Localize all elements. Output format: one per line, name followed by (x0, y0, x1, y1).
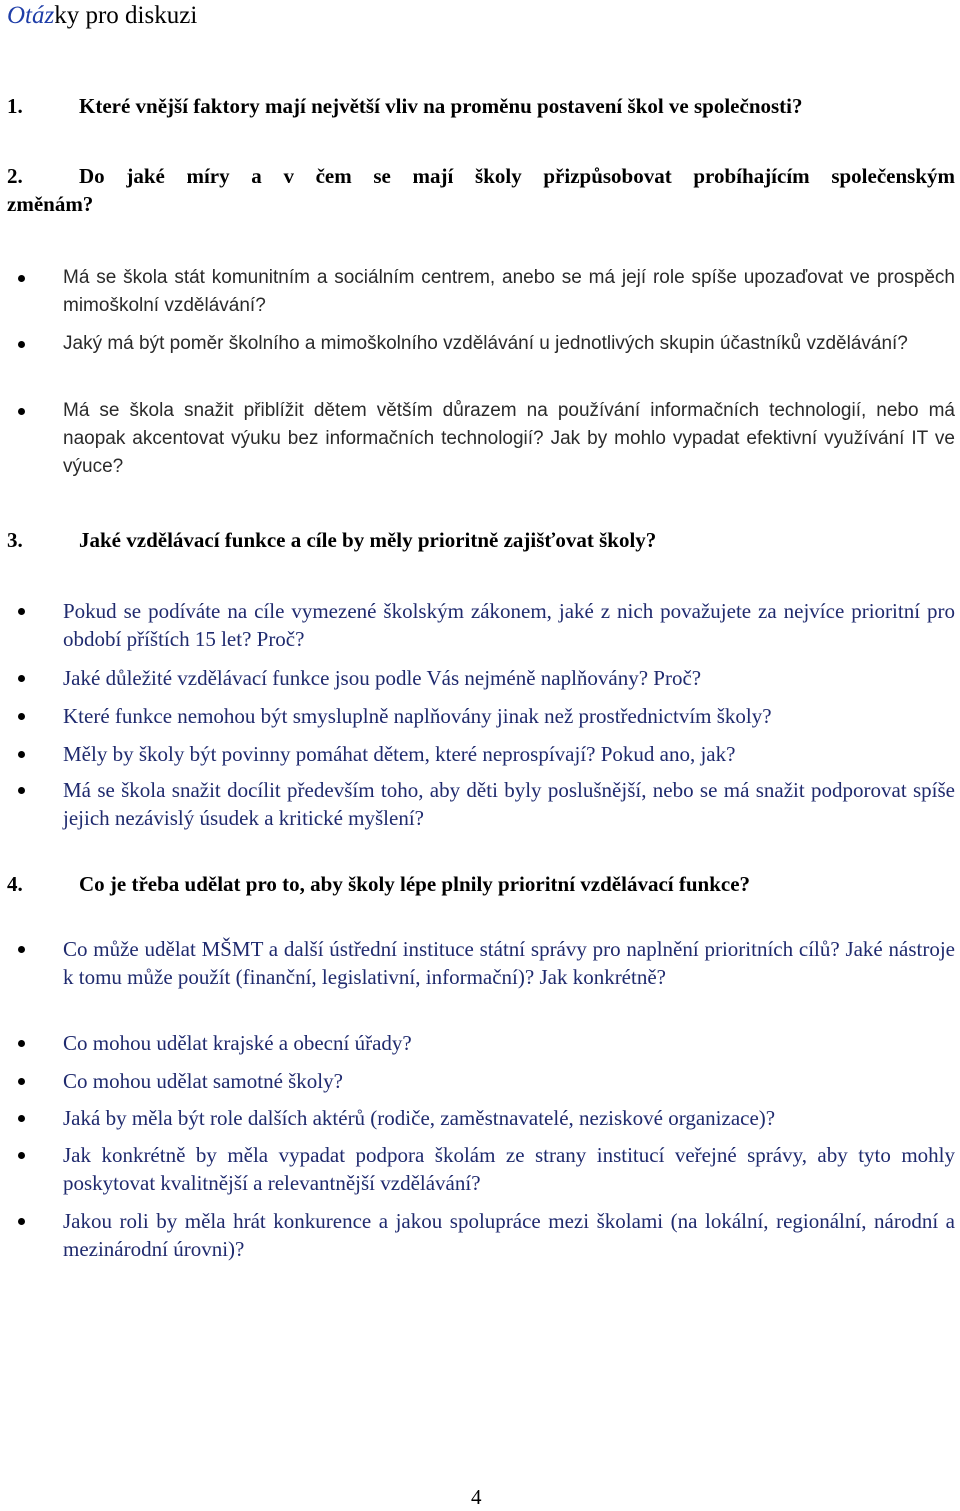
bullet-text: Má se škola snažit přiblížit dětem větším důrazem na používání informačních technologií, nebo má naopak akcentovat výuku bez informačních technologií? Jak by mohlo vypadat efektivní využívání IT ve výuce? (63, 400, 955, 477)
bullet-item (18, 664, 955, 692)
bullet-item (18, 776, 955, 832)
title-italic: Otáz (7, 2, 55, 29)
bullet-icon (18, 713, 25, 720)
question-text: Co je třeba udělat pro to, aby školy lépe plnily prioritní vzdělávací funkce? (79, 872, 751, 896)
bullet-icon (18, 341, 25, 348)
bullet-text: Měly by školy být povinny pomáhat dětem, které neprospívají? Pokud ano, jak? (63, 742, 736, 766)
bullet-icon (18, 1152, 25, 1159)
question-number: 2. (7, 164, 23, 188)
bullet-icon (18, 946, 25, 953)
question-4 (7, 870, 750, 898)
question-number: 3. (7, 528, 23, 552)
question-text: Jaké vzdělávací funkce a cíle by měly prioritně zajišťovat školy? (79, 528, 657, 552)
bullet-icon (18, 608, 25, 615)
bullet-text: Které funkce nemohou být smysluplně naplňovány jinak než prostřednictvím školy? (63, 704, 772, 728)
question-text: Které vnější faktory mají největší vliv na proměnu postavení škol ve společnosti? (79, 94, 803, 118)
bullet-text: Jaká by měla být role dalších aktérů (rodiče, zaměstnavatelé, neziskové organizace)? (63, 1106, 776, 1130)
bullet-item (18, 1104, 955, 1132)
bullet-item (18, 935, 955, 991)
page-number: 4 (471, 1485, 482, 1509)
question-3 (7, 526, 656, 554)
bullet-text: Jak konkrétně by měla vypadat podpora školám ze strany institucí veřejné správy, aby tyto mohly poskytovat kvalitnější a relevantnější vzdělávání? (63, 1143, 955, 1195)
bullet-item (18, 702, 955, 730)
bullet-text: Jakou roli by měla hrát konkurence a jakou spolupráce mezi školami (na lokální, regionální, národní a mezinárodní úrovni)? (63, 1209, 955, 1261)
bullet-icon (18, 1078, 25, 1085)
bullet-item (18, 740, 955, 768)
bullet-item (18, 597, 955, 653)
bullet-item (18, 397, 955, 481)
bullet-icon (18, 1115, 25, 1122)
bullet-icon (18, 675, 25, 682)
question-text-line2: změnám? (7, 192, 94, 216)
title-rest: ky pro diskuzi (54, 2, 198, 29)
bullet-item (18, 1141, 955, 1197)
bullet-item (18, 1207, 955, 1263)
question-text-line1: 2. Do jaké míry a v čem se mají školy přizpůsobovat probíhajícím společenským (7, 164, 955, 188)
section-title (7, 0, 197, 32)
bullet-icon (18, 787, 25, 794)
bullet-text: Jaký má být poměr školního a mimoškolního vzdělávání u jednotlivých skupin účastníků vzdělávání? (63, 333, 908, 354)
question-2 (7, 162, 955, 218)
bullet-item (18, 1029, 955, 1057)
bullet-icon (18, 751, 25, 758)
bullet-text: Má se škola snažit docílit především toho, aby děti byly poslušnější, nebo se má snažit podporovat spíše jejich nezávislý úsudek a kritické myšlení? (63, 778, 955, 830)
question-1 (7, 92, 803, 120)
bullet-text: Co může udělat MŠMT a další ústřední instituce státní správy pro naplnění prioritních cílů? Jaké nástroje k tomu může použít (finanční, legislativní, informační)? Jak konkrétně? (63, 937, 955, 989)
bullet-text: Jaké důležité vzdělávací funkce jsou podle Vás nejméně naplňovány? Proč? (63, 666, 702, 690)
bullet-text: Má se škola stát komunitním a sociálním centrem, anebo se má její role spíše upozaďovat ve prospěch mimoškolní vzdělávání? (63, 267, 955, 316)
bullet-text: Co mohou udělat samotné školy? (63, 1069, 343, 1093)
bullet-icon (18, 408, 25, 415)
question-number: 4. (7, 872, 23, 896)
bullet-text: Co mohou udělat krajské a obecní úřady? (63, 1031, 412, 1055)
bullet-item (18, 330, 955, 358)
bullet-item (18, 264, 955, 320)
bullet-icon (18, 1218, 25, 1225)
question-number: 1. (7, 94, 23, 118)
bullet-text: Pokud se podíváte na cíle vymezené školským zákonem, jaké z nich považujete za nejvíce prioritní pro období příštích 15 let? Proč? (63, 599, 955, 651)
bullet-icon (18, 275, 25, 282)
bullet-icon (18, 1040, 25, 1047)
bullet-item (18, 1067, 955, 1095)
